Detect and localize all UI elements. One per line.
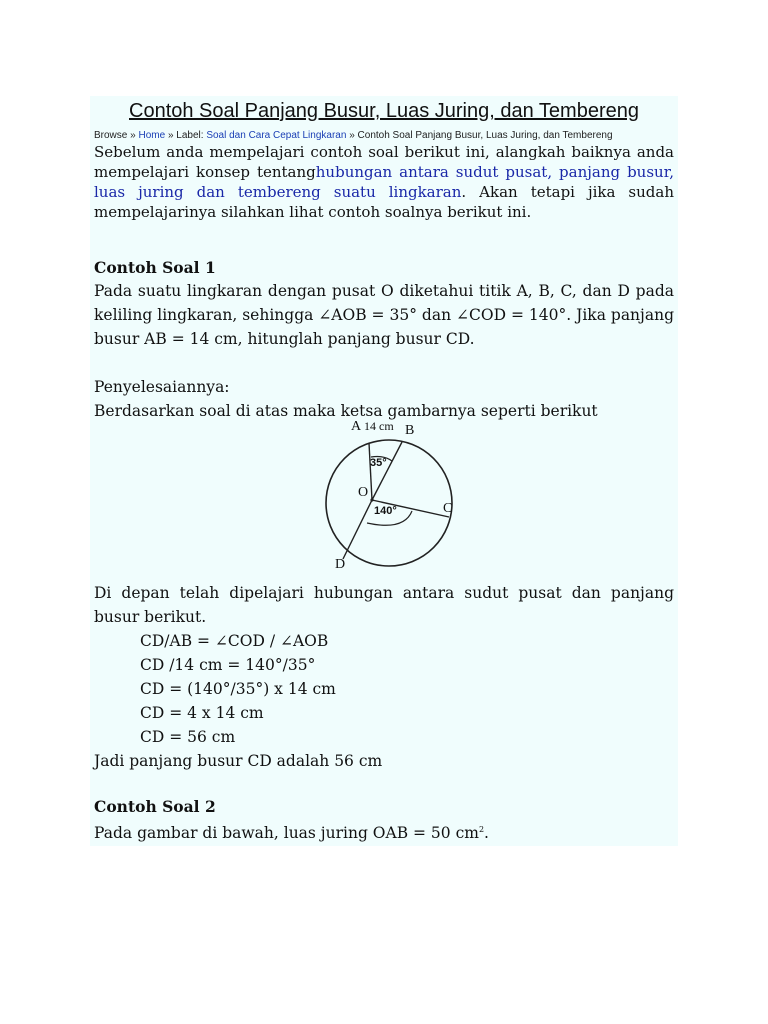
soal2-superscript: 2 <box>478 825 485 834</box>
breadcrumb-separator: » <box>349 130 355 141</box>
breadcrumb-separator: » <box>167 130 174 141</box>
article-content <box>90 96 678 846</box>
breadcrumb-current: Contoh Soal Panjang Busur, Luas Juring, dan Tembereng <box>357 130 613 141</box>
label-point-b: B <box>405 423 415 438</box>
soal1-solution-label: Penyelesaiannya: <box>94 378 230 396</box>
circle-diagram <box>309 423 469 575</box>
soal1-step: CD = (140°/35°) x 14 cm <box>140 680 336 698</box>
breadcrumb-browse: Browse » <box>94 130 136 141</box>
soal2-problem <box>94 818 674 845</box>
breadcrumb-label-prefix: Label: <box>176 130 204 141</box>
page-title: Contoh Soal Panjang Busur, Luas Juring, dan Tembereng <box>129 100 639 122</box>
soal1-explanation: Di depan telah dipelajari hubungan antara sudut pusat dan panjang busur berikut. <box>94 584 674 626</box>
label-angle-aob: 35° <box>370 457 387 469</box>
intro-text-before: Sebelum anda mempelajari contoh soal berikut ini, alangkah baiknya anda mempelajari konsep tentang <box>94 143 674 181</box>
soal1-heading: Contoh Soal 1 <box>94 258 216 277</box>
label-angle-cod: 140° <box>374 505 397 517</box>
label-point-a: A <box>351 419 362 434</box>
intro-text-after: . Akan tetapi jika sudah mempelajarinya silahkan lihat contoh soalnya berikut ini. <box>94 183 675 221</box>
soal1-problem: Pada suatu lingkaran dengan pusat O diketahui titik A, B, C, dan D pada keliling lingkaran, sehingga ∠AOB = 35° dan ∠COD = 140°. Jika panjang busur AB = 14 cm, hitunglah panjang busur CD. <box>94 282 674 348</box>
soal1-step: CD = 56 cm <box>140 728 236 746</box>
label-point-c: C <box>443 501 453 516</box>
breadcrumb-label-link[interactable]: Soal dan Cara Cepat Lingkaran <box>206 130 347 141</box>
soal1-step: CD /14 cm = 140°/35° <box>140 656 316 674</box>
label-arc-ab: 14 cm <box>364 419 394 433</box>
circle-figure <box>94 419 674 575</box>
breadcrumb-home-link[interactable]: Home <box>138 130 166 141</box>
intro-concept-link[interactable]: hubungan antara sudut pusat, panjang busur, luas juring dan tembereng suatu lingkaran <box>94 163 674 201</box>
radius-oa <box>369 443 372 500</box>
soal2-period: . <box>484 824 489 843</box>
intro-paragraph <box>94 142 674 222</box>
radius-od <box>343 500 372 559</box>
soal1-solution-intro: Berdasarkan soal di atas maka ketsa gambarnya seperti berikut <box>94 402 598 420</box>
soal2-problem-text: Pada gambar di bawah, luas juring OAB = 50 cm <box>94 824 479 843</box>
center-point <box>370 498 373 501</box>
label-point-d: D <box>335 557 346 572</box>
label-point-o: O <box>358 485 369 500</box>
soal2-heading: Contoh Soal 2 <box>94 797 216 816</box>
radius-ob <box>372 442 402 500</box>
breadcrumb <box>94 130 674 142</box>
soal1-step: CD/AB = ∠COD / ∠AOB <box>140 632 329 650</box>
soal1-conclusion: Jadi panjang busur CD adalah 56 cm <box>94 752 383 770</box>
soal1-step: CD = 4 x 14 cm <box>140 704 264 722</box>
